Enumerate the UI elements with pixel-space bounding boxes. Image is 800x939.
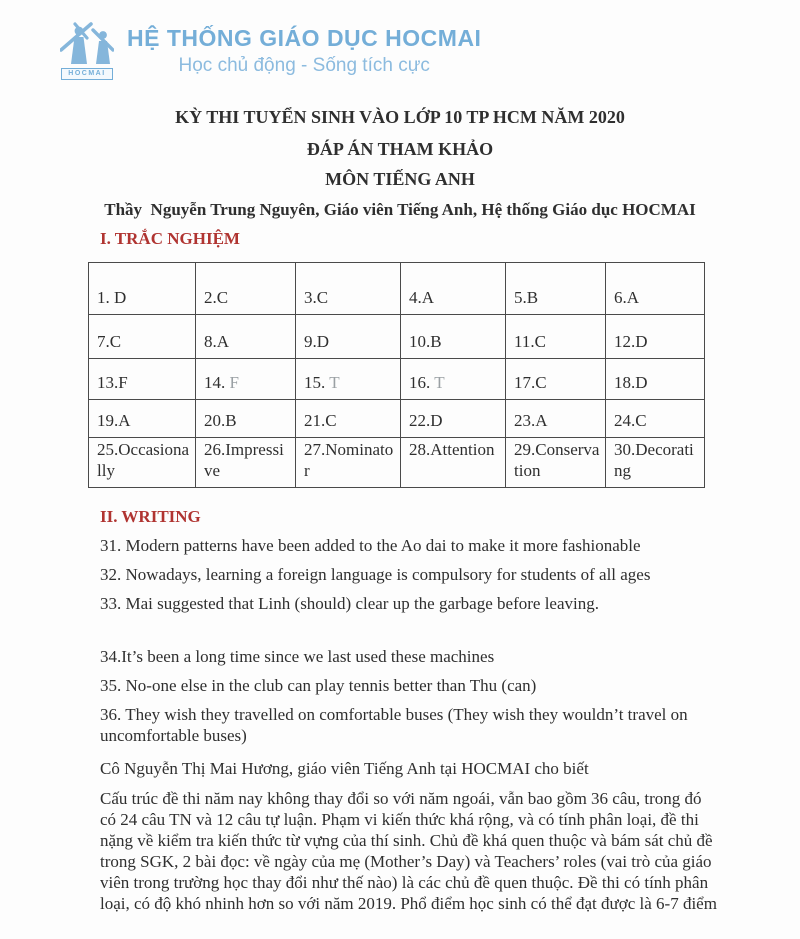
writing-item: 35. No-one else in the club can play tennis better than Thu (can) <box>100 676 537 695</box>
answer-cell: 20.B <box>196 400 296 438</box>
writing-item: 34.It’s been a long time since we last used these machines <box>100 647 495 666</box>
hocmai-header <box>0 0 800 80</box>
answer-key-subtitle: ĐÁP ÁN THAM KHẢO <box>306 139 494 159</box>
answer-cell: 6.A <box>606 263 705 315</box>
answers-row <box>89 263 705 315</box>
brand-text <box>127 25 481 77</box>
answer-cell: 17.C <box>506 359 606 400</box>
answer-cell: 30.Decorating <box>606 438 705 488</box>
answer-cell: 23.A <box>506 400 606 438</box>
answer-cell: 9.D <box>296 315 401 359</box>
brand-name: HỆ THỐNG GIÁO DỤC HOCMAI <box>127 25 482 51</box>
answer-cell: 21.C <box>296 400 401 438</box>
answers-row <box>89 315 705 359</box>
writing-item: 31. Modern patterns have been added to the Ao dai to make it more fashionable <box>100 536 641 555</box>
answer-cell: 14. F <box>196 359 296 400</box>
answer-cell: 1. D <box>89 263 196 315</box>
writing-item: 33. Mai suggested that Linh (should) clear up the garbage before leaving. <box>100 594 599 613</box>
answer-cell: 8.A <box>196 315 296 359</box>
answer-cell: 22.D <box>401 400 506 438</box>
answer-cell: 2.C <box>196 263 296 315</box>
answer-cell: 19.A <box>89 400 196 438</box>
answer-cell: 29.Conservation <box>506 438 606 488</box>
answer-cell: 10.B <box>401 315 506 359</box>
answer-cell: 18.D <box>606 359 705 400</box>
answer-cell: 27.Nominator <box>296 438 401 488</box>
exam-title: KỲ THI TUYỂN SINH VÀO LỚP 10 TP HCM NĂM 2020 <box>175 107 625 127</box>
answers-row <box>89 400 705 438</box>
answer-cell: 3.C <box>296 263 401 315</box>
exam-commentary: Cấu trúc đề thi năm nay không thay đổi so với năm ngoái, vẫn bao gồm 36 câu, trong đó có 24 câu TN và 12 câu tự luận. Phạm vi kiến thức khá rộng, và có tính phân loại, đề thi nặng về kiểm tra kiến thức từ vựng của thí sinh. Chủ đề khá quen thuộc và bám sát chủ đề trong SGK, 2 bài đọc: về ngày của mẹ (Mother’s Day) và Teachers’ roles (vai trò của giáo viên trong trường học thay đổi như thế nào) là các chủ đề quen thuộc. Đề thi có tính phân loại, có độ khó nhinh hơn so với năm 2019. Phổ điểm học sinh có thể đạt được là 6-7 điểm <box>100 789 717 913</box>
hocmai-logo <box>60 22 114 80</box>
hocmai-logo-icon <box>60 22 114 68</box>
answers-table-body <box>89 263 705 488</box>
answer-cell: 11.C <box>506 315 606 359</box>
brand-tagline: Học chủ động - Sống tích cực <box>178 55 430 76</box>
answer-cell: 12.D <box>606 315 705 359</box>
answer-cell: 13.F <box>89 359 196 400</box>
writing-list <box>100 535 724 746</box>
answer-cell: 7.C <box>89 315 196 359</box>
answer-cell: 25.Occasionally <box>89 438 196 488</box>
answer-cell: 16. T <box>401 359 506 400</box>
answers-table <box>88 262 705 488</box>
answer-cell: 24.C <box>606 400 705 438</box>
answer-cell: 4.A <box>401 263 506 315</box>
mcq-section-heading: I. TRẮC NGHIỆM <box>100 229 240 248</box>
answer-cell: 5.B <box>506 263 606 315</box>
answer-cell: 26.Impressive <box>196 438 296 488</box>
author-line: Thầy Nguyễn Trung Nguyên, Giáo viên Tiếng Anh, Hệ thống Giáo dục HOCMAI <box>104 200 696 219</box>
answer-cell: 15. T <box>296 359 401 400</box>
writing-section-heading: II. WRITING <box>100 507 201 526</box>
reviewer-note: Cô Nguyễn Thị Mai Hương, giáo viên Tiếng Anh tại HOCMAI cho biết <box>100 759 589 778</box>
writing-item: 36. They wish they travelled on comfortable buses (They wish they wouldn’t travel on uncomfortable buses) <box>100 705 688 745</box>
answer-cell: 28.Attention <box>401 438 506 488</box>
answers-row <box>89 359 705 400</box>
hocmai-logo-label: HOCMAI <box>61 68 113 80</box>
answers-row <box>89 438 705 488</box>
writing-item: 32. Nowadays, learning a foreign language is compulsory for students of all ages <box>100 565 651 584</box>
subject-title: MÔN TIẾNG ANH <box>325 169 475 189</box>
